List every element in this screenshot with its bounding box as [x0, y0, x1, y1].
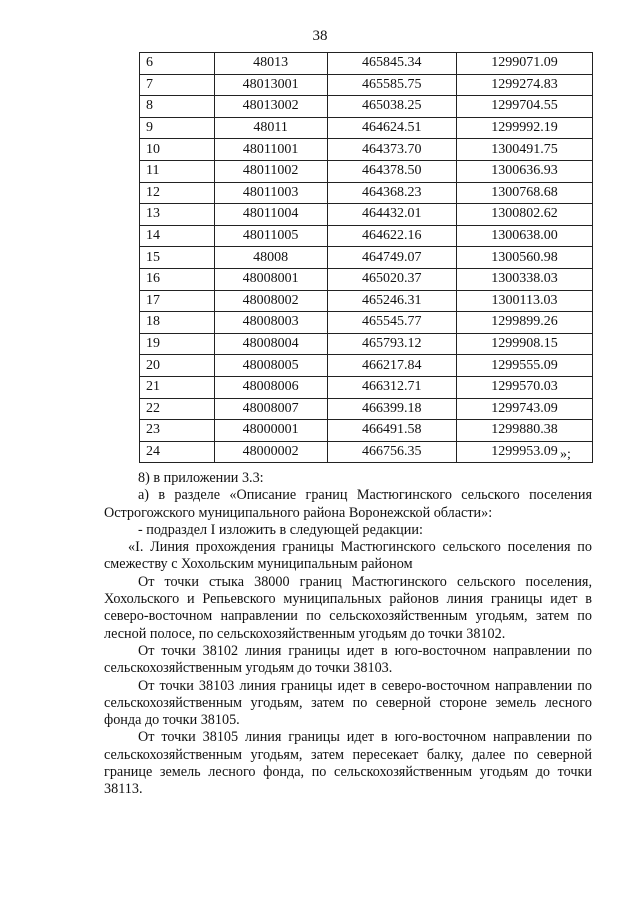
table-row — [140, 398, 593, 420]
table-row — [140, 117, 593, 139]
table-row — [140, 53, 593, 75]
y-coordinate-cell: 1300491.75 — [457, 139, 593, 161]
table-row — [140, 139, 593, 161]
point-id-cell: 48000002 — [214, 441, 327, 463]
row-number-cell: 13 — [140, 204, 215, 226]
y-coordinate-cell: 1299899.26 — [457, 312, 593, 334]
row-number-cell: 7 — [140, 74, 215, 96]
point-id-cell: 48008003 — [214, 312, 327, 334]
x-coordinate-cell: 466399.18 — [327, 398, 457, 420]
y-coordinate-cell: 1299570.03 — [457, 376, 593, 398]
y-coordinate-cell: 1300802.62 — [457, 204, 593, 226]
x-coordinate-cell: 466312.71 — [327, 376, 457, 398]
table-row — [140, 74, 593, 96]
point-id-cell: 48008007 — [214, 398, 327, 420]
y-coordinate-cell: 1300638.00 — [457, 225, 593, 247]
y-coordinate-cell: 1299953.09 — [457, 441, 593, 463]
x-coordinate-cell: 465020.37 — [327, 268, 457, 290]
point-id-cell: 48013001 — [214, 74, 327, 96]
row-number-cell: 21 — [140, 376, 215, 398]
row-number-cell: 16 — [140, 268, 215, 290]
row-number-cell: 14 — [140, 225, 215, 247]
x-coordinate-cell: 465845.34 — [327, 53, 457, 75]
table-row — [140, 376, 593, 398]
table-row — [140, 441, 593, 463]
row-number-cell: 9 — [140, 117, 215, 139]
point-id-cell: 48011004 — [214, 204, 327, 226]
x-coordinate-cell: 465246.31 — [327, 290, 457, 312]
y-coordinate-cell: 1300636.93 — [457, 160, 593, 182]
y-coordinate-cell: 1299071.09 — [457, 53, 593, 75]
row-number-cell: 18 — [140, 312, 215, 334]
x-coordinate-cell: 464368.23 — [327, 182, 457, 204]
table-row — [140, 290, 593, 312]
y-coordinate-cell: 1299743.09 — [457, 398, 593, 420]
row-number-cell: 23 — [140, 420, 215, 442]
point-id-cell: 48013002 — [214, 96, 327, 118]
paragraph-1: От точки стыка 38000 границ Мастюгинского сельского поселения, Хохольского и Репьевского муниципальных районов линия границы идет в северо-восточном направлении по сельскохозяйственным угодьям, затем по лесной полосе, по сельскохозяйственным угодьям до точки 38102. — [104, 573, 592, 642]
x-coordinate-cell: 464432.01 — [327, 204, 457, 226]
table-row — [140, 160, 593, 182]
row-number-cell: 12 — [140, 182, 215, 204]
table-row — [140, 355, 593, 377]
x-coordinate-cell: 464373.70 — [327, 139, 457, 161]
point-id-cell: 48008005 — [214, 355, 327, 377]
x-coordinate-cell: 464622.16 — [327, 225, 457, 247]
point-id-cell: 48011003 — [214, 182, 327, 204]
row-number-cell: 11 — [140, 160, 215, 182]
point-id-cell: 48011 — [214, 117, 327, 139]
point-id-cell: 48008002 — [214, 290, 327, 312]
y-coordinate-cell: 1300113.03 — [457, 290, 593, 312]
table-row — [140, 420, 593, 442]
table-row — [140, 268, 593, 290]
subsection-instruction: - подраздел I изложить в следующей редакции: — [138, 521, 423, 538]
row-number-cell: 8 — [140, 96, 215, 118]
x-coordinate-cell: 466756.35 — [327, 441, 457, 463]
closing-quote-mark: »; — [560, 447, 571, 462]
x-coordinate-cell: 464624.51 — [327, 117, 457, 139]
x-coordinate-cell: 465793.12 — [327, 333, 457, 355]
y-coordinate-cell: 1299880.38 — [457, 420, 593, 442]
table-row — [140, 247, 593, 269]
y-coordinate-cell: 1299992.19 — [457, 117, 593, 139]
coordinates-table — [139, 52, 593, 463]
y-coordinate-cell: 1299704.55 — [457, 96, 593, 118]
row-number-cell: 6 — [140, 53, 215, 75]
row-number-cell: 19 — [140, 333, 215, 355]
x-coordinate-cell: 465038.25 — [327, 96, 457, 118]
point-id-cell: 48008001 — [214, 268, 327, 290]
x-coordinate-cell: 466217.84 — [327, 355, 457, 377]
table-row — [140, 96, 593, 118]
y-coordinate-cell: 1300338.03 — [457, 268, 593, 290]
section-title: «I. Линия прохождения границы Мастюгинского сельского поселения по смежеству с Хохольским муниципальным районом — [104, 539, 592, 573]
table-row — [140, 225, 593, 247]
y-coordinate-cell: 1300768.68 — [457, 182, 593, 204]
x-coordinate-cell: 465585.75 — [327, 74, 457, 96]
point-id-cell: 48000001 — [214, 420, 327, 442]
table-row — [140, 204, 593, 226]
y-coordinate-cell: 1299908.15 — [457, 333, 593, 355]
x-coordinate-cell: 464749.07 — [327, 247, 457, 269]
point-id-cell: 48008006 — [214, 376, 327, 398]
document-body — [104, 470, 592, 799]
item-heading: 8) в приложении 3.3: — [138, 470, 264, 486]
point-id-cell: 48008 — [214, 247, 327, 269]
y-coordinate-cell: 1299274.83 — [457, 74, 593, 96]
paragraph-2: От точки 38102 линия границы идет в юго-восточном направлении по сельскохозяйственным угодьям до точки 38103. — [104, 642, 592, 677]
row-number-cell: 17 — [140, 290, 215, 312]
row-number-cell: 22 — [140, 398, 215, 420]
point-id-cell: 48011001 — [214, 139, 327, 161]
coordinates-table-body — [140, 53, 593, 463]
subitem-a: а) в разделе «Описание границ Мастюгинского сельского поселения Острогожского муниципального района Воронежской области»: — [104, 487, 592, 521]
point-id-cell: 48011002 — [214, 160, 327, 182]
page-number: 38 — [312, 28, 328, 44]
x-coordinate-cell: 464378.50 — [327, 160, 457, 182]
row-number-cell: 10 — [140, 139, 215, 161]
x-coordinate-cell: 465545.77 — [327, 312, 457, 334]
table-row — [140, 182, 593, 204]
x-coordinate-cell: 466491.58 — [327, 420, 457, 442]
paragraph-3: От точки 38103 линия границы идет в северо-восточном направлении по сельскохозяйственным угодьям, затем по северной стороне земель лесного фонда до точки 38105. — [104, 677, 592, 729]
table-row — [140, 312, 593, 334]
point-id-cell: 48013 — [214, 53, 327, 75]
paragraph-4: От точки 38105 линия границы идет в юго-восточном направлении по сельскохозяйственным угодьям, затем пересекает балку, далее по северной границе земель лесного фонда, по сельскохозяйственным угодьям до точки 38113. — [104, 729, 592, 798]
row-number-cell: 20 — [140, 355, 215, 377]
row-number-cell: 15 — [140, 247, 215, 269]
point-id-cell: 48008004 — [214, 333, 327, 355]
point-id-cell: 48011005 — [214, 225, 327, 247]
y-coordinate-cell: 1299555.09 — [457, 355, 593, 377]
y-coordinate-cell: 1300560.98 — [457, 247, 593, 269]
table-row — [140, 333, 593, 355]
row-number-cell: 24 — [140, 441, 215, 463]
